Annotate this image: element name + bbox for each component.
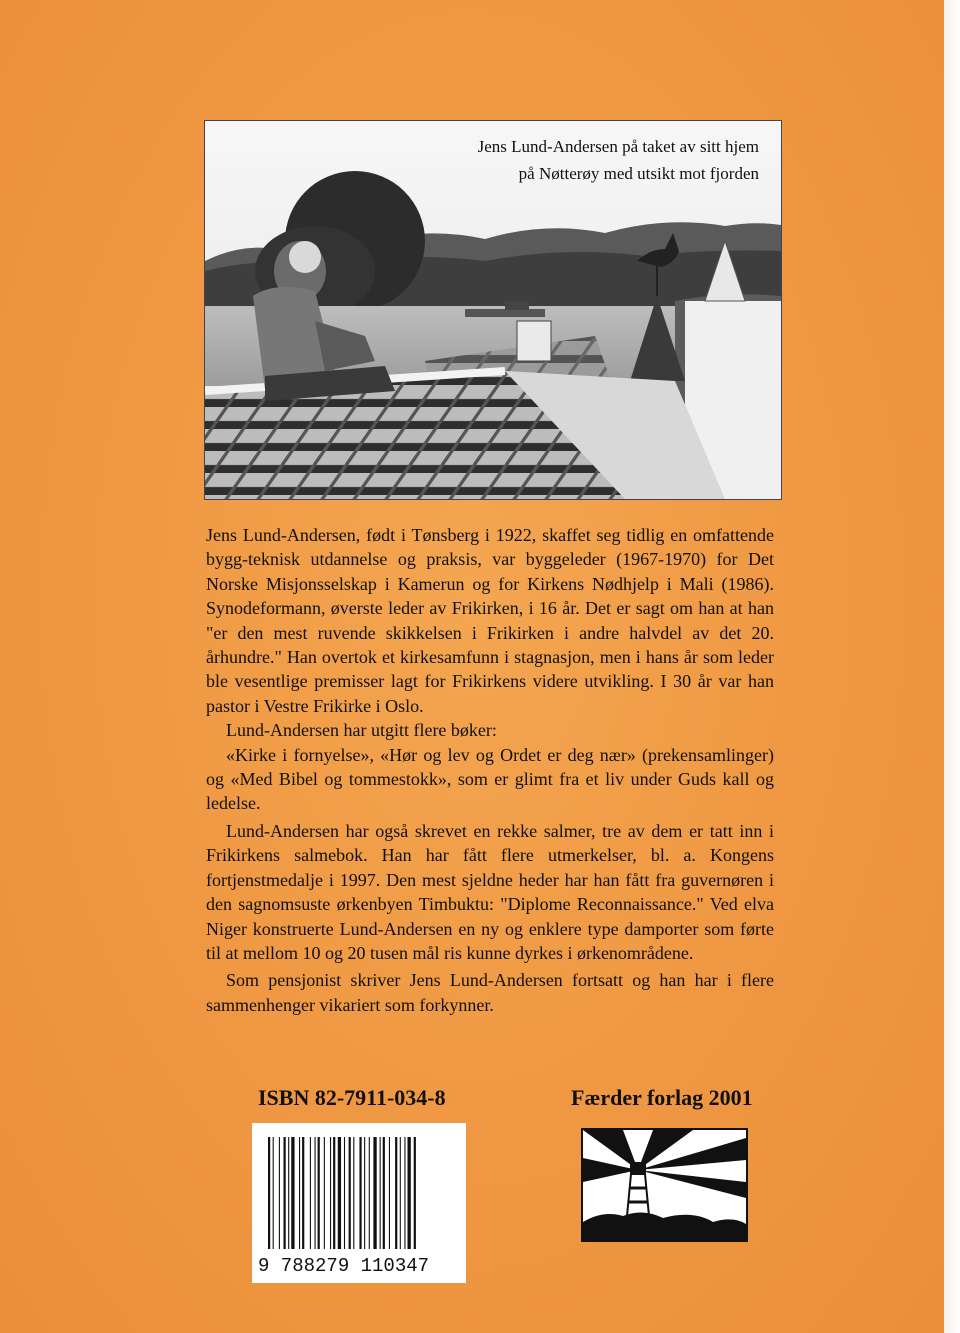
barcode-bar [284,1137,286,1249]
cover-edge [944,0,960,1333]
barcode-bar [389,1137,390,1249]
barcode-bar [324,1137,325,1249]
barcode-bar [400,1137,401,1249]
isbn-label: ISBN 82-7911-034-8 [258,1085,446,1110]
lighthouse-icon [581,1128,748,1242]
barcode-bar [315,1137,316,1249]
barcode-bar [333,1137,335,1249]
barcode-bar [408,1137,411,1249]
barcode-bar [380,1137,381,1249]
barcode-bars [266,1137,452,1255]
biography-paragraph: Lund-Andersen har også skrevet en rekke salmer, tre av dem er tatt inn i Frikirkens salmebok. Han har fått flere utmerkelser, bl. a. Kongens fortjenstmedalje i 1997. Den mest sjeldne heder har han fått fra guvernøren i den sagnomsuste ørkenbyen Timbuktu: "Diplome Reconnaissance." Ved elva Niger konstruerte Lund-Andersen en ny og enklere type damporter som førte til at mellom 10 og 20 tusen mål ris kunne dyrkes i ørkenområdene. [206,820,774,963]
barcode-bar [268,1137,270,1249]
biography-paragraph: Jens Lund-Andersen, født i Tønsberg i 1922, skaffet seg tidlig en omfattende bygg-teknisk utdannelse og praksis, var byggeleder (1967-1970) for Det Norske Misjonsselskap i Kamerun og for Kirkens Nødhjelp i Mali (1986). Synodeformann, øverste leder av Frikirken, i 16 år. Det er sagt om han at han "er den mest ruvende skikkelsen i Frikirken i andre halvdel av det 20. århundre." Han overtok et kirkesamfunn i stagnasjon, men i hans år som leder ble vesentlige premisser lagt for Frikirkens videre utvikling. I 30 år var han pastor i Vestre Frikirke i Oslo. [206,525,774,716]
barcode-bar [359,1137,361,1249]
barcode-bar [330,1137,331,1249]
barcode-bar [414,1137,416,1249]
barcode-bar [318,1137,320,1249]
barcode-bar [344,1137,345,1249]
author-photo [204,120,782,500]
photo-caption-line-1: Jens Lund-Andersen på taket av sitt hjem [477,137,759,156]
barcode-bar [291,1137,294,1249]
barcode-bar [338,1137,341,1249]
author-biography [206,523,774,1017]
barcode-bar [273,1137,274,1249]
biography-paragraph: «Kirke i fornyelse», «Hør og lev og Ordet er deg nær» (prekensamlinger) og «Med Bibel og tommestokk», som er glimt fra et liv under Guds kall og ledelse. [206,744,774,814]
biography-paragraph: Lund-Andersen har utgitt flere bøker: [226,720,497,741]
photo-caption [478,133,759,187]
barcode-bar [353,1137,354,1249]
barcode-bar [302,1137,304,1249]
biography-paragraph: Som pensjonist skriver Jens Lund-Andersen fortsatt og han har i flere sammenhenger vikariert som forkynner. [206,970,774,1015]
barcode-bar [349,1137,351,1249]
barcode-bar [288,1137,289,1249]
barcode-digits: 9 788279 110347 [258,1255,430,1277]
barcode-bar [395,1137,397,1249]
barcode-bar [299,1137,300,1249]
publisher-label: Færder forlag 2001 [571,1085,753,1110]
barcode-bar [404,1137,405,1249]
photo-caption-line-2: på Nøtterøy med utsikt mot fjorden [518,164,759,183]
barcode-bar [369,1137,370,1249]
barcode-bar [373,1137,376,1249]
barcode-bar [279,1137,280,1249]
barcode-bar [383,1137,385,1249]
barcode [252,1123,466,1283]
barcode-bar [310,1137,311,1249]
barcode-bar [364,1137,365,1249]
